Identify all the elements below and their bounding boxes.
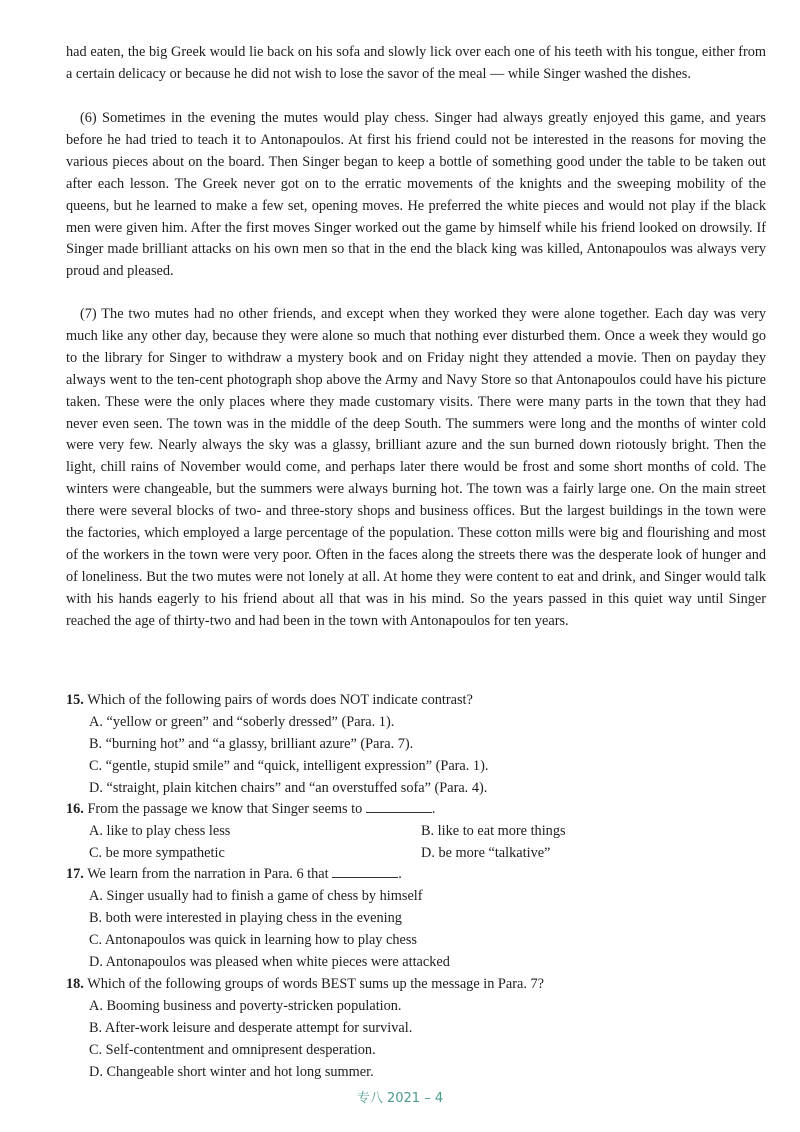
question-15-option-a[interactable]: A. “yellow or green” and “soberly dressed” (Para. 1). bbox=[89, 714, 395, 730]
question-17-option-d[interactable]: D. Antonapoulos was pleased when white pieces were attacked bbox=[89, 954, 450, 970]
question-16-stem: 16. From the passage we know that Singer seems to . bbox=[66, 801, 436, 817]
question-16-option-b[interactable]: B. like to eat more things bbox=[421, 823, 566, 839]
question-18-stem: 18. Which of the following groups of words BEST sums up the message in Para. 7? bbox=[66, 976, 544, 992]
question-15-option-d[interactable]: D. “straight, plain kitchen chairs” and “an overstuffed sofa” (Para. 4). bbox=[89, 780, 488, 796]
question-15-option-b[interactable]: B. “burning hot” and “a glassy, brilliant azure” (Para. 7). bbox=[89, 736, 414, 752]
answer-blank bbox=[332, 865, 398, 878]
passage-paragraph-continuation: had eaten, the big Greek would lie back on his sofa and slowly lick over each one of his teeth with his tongue, either from a certain delicacy or because he did not wish to lose the savor of the meal — while Singer washed the dishes. bbox=[66, 44, 766, 82]
answer-blank bbox=[366, 800, 432, 813]
question-15-option-c[interactable]: C. “gentle, stupid smile” and “quick, intelligent expression” (Para. 1). bbox=[89, 758, 489, 774]
passage-paragraph-7: (7) The two mutes had no other friends, and except when they worked they were alone together. Each day was very much like any other day, because they were alone so much that nothing ever disturbed them. Once a week they would go to the library for Singer to withdraw a mystery book and on Friday night they attended a movie. Then on payday they always went to the ten-cent photograph shop above the Army and Navy Store so that Antonapoulos could have his picture taken. These were the only places where they made customary visits. There were many parts in the town that they had never even seen. The town was in the middle of the deep South. The summers were long and the months of winter cold were very few. Nearly always the sky was a glassy, brilliant azure and the sun burned down riotously bright. Then the light, chill rains of November would come, and perhaps later there would be frost and some short months of cold. The winters were changeable, but the summers were always burning hot. The town was a fairly large one. On the main street there were several blocks of two- and three-story shops and business offices. But the largest buildings in the town were the factories, which employed a large percentage of the population. These cotton mills were big and flourishing and most of the workers in the town were very poor. Often in the faces along the streets there was the desperate look of hunger and of loneliness. But the two mutes were not lonely at all. At home they were content to eat and drink, and Singer would talk with his hands eagerly to his friend about all that was in his mind. So the years passed in this quiet way until Singer reached the age of thirty-two and had been in the town with Antonapoulos for ten years. bbox=[66, 306, 766, 629]
question-18-option-b[interactable]: B. After-work leisure and desperate attempt for survival. bbox=[89, 1020, 413, 1036]
question-15-stem: 15. Which of the following pairs of words does NOT indicate contrast? bbox=[66, 692, 473, 708]
question-18-option-c[interactable]: C. Self-contentment and omnipresent desperation. bbox=[89, 1042, 376, 1058]
question-16-option-d[interactable]: D. be more “talkative” bbox=[421, 845, 551, 861]
question-17-option-b[interactable]: B. both were interested in playing chess in the evening bbox=[89, 910, 402, 926]
question-17-option-c[interactable]: C. Antonapoulos was quick in learning how to play chess bbox=[89, 932, 417, 948]
question-17-stem: 17. We learn from the narration in Para. 6 that . bbox=[66, 866, 402, 882]
question-16-option-a[interactable]: A. like to play chess less bbox=[89, 823, 231, 839]
question-18-option-a[interactable]: A. Booming business and poverty-stricken population. bbox=[89, 998, 402, 1014]
question-16-option-c[interactable]: C. be more sympathetic bbox=[89, 845, 225, 861]
question-17-option-a[interactable]: A. Singer usually had to finish a game of chess by himself bbox=[89, 888, 423, 904]
page-footer: 专八 2021 – 4 bbox=[356, 1091, 444, 1106]
passage-paragraph-6: (6) Sometimes in the evening the mutes would play chess. Singer had always greatly enjoyed this game, and years before he had tried to teach it to Antonapoulos. At first his friend could not be interested in the reasons for moving the various pieces about on the board. Then Singer began to keep a bottle of something good under the table to be taken out after each lesson. The Greek never got on to the erratic movements of the knights and the sweeping mobility of the queens, but he learned to make a few set, opening moves. He preferred the white pieces and would not play if the black men were given him. After the first moves Singer worked out the game by himself while his friend looked on drowsily. If Singer made brilliant attacks on his own men so that in the end the black king was killed, Antonapoulos was always very proud and pleased. bbox=[66, 110, 766, 280]
question-18-option-d[interactable]: D. Changeable short winter and hot long summer. bbox=[89, 1064, 374, 1080]
